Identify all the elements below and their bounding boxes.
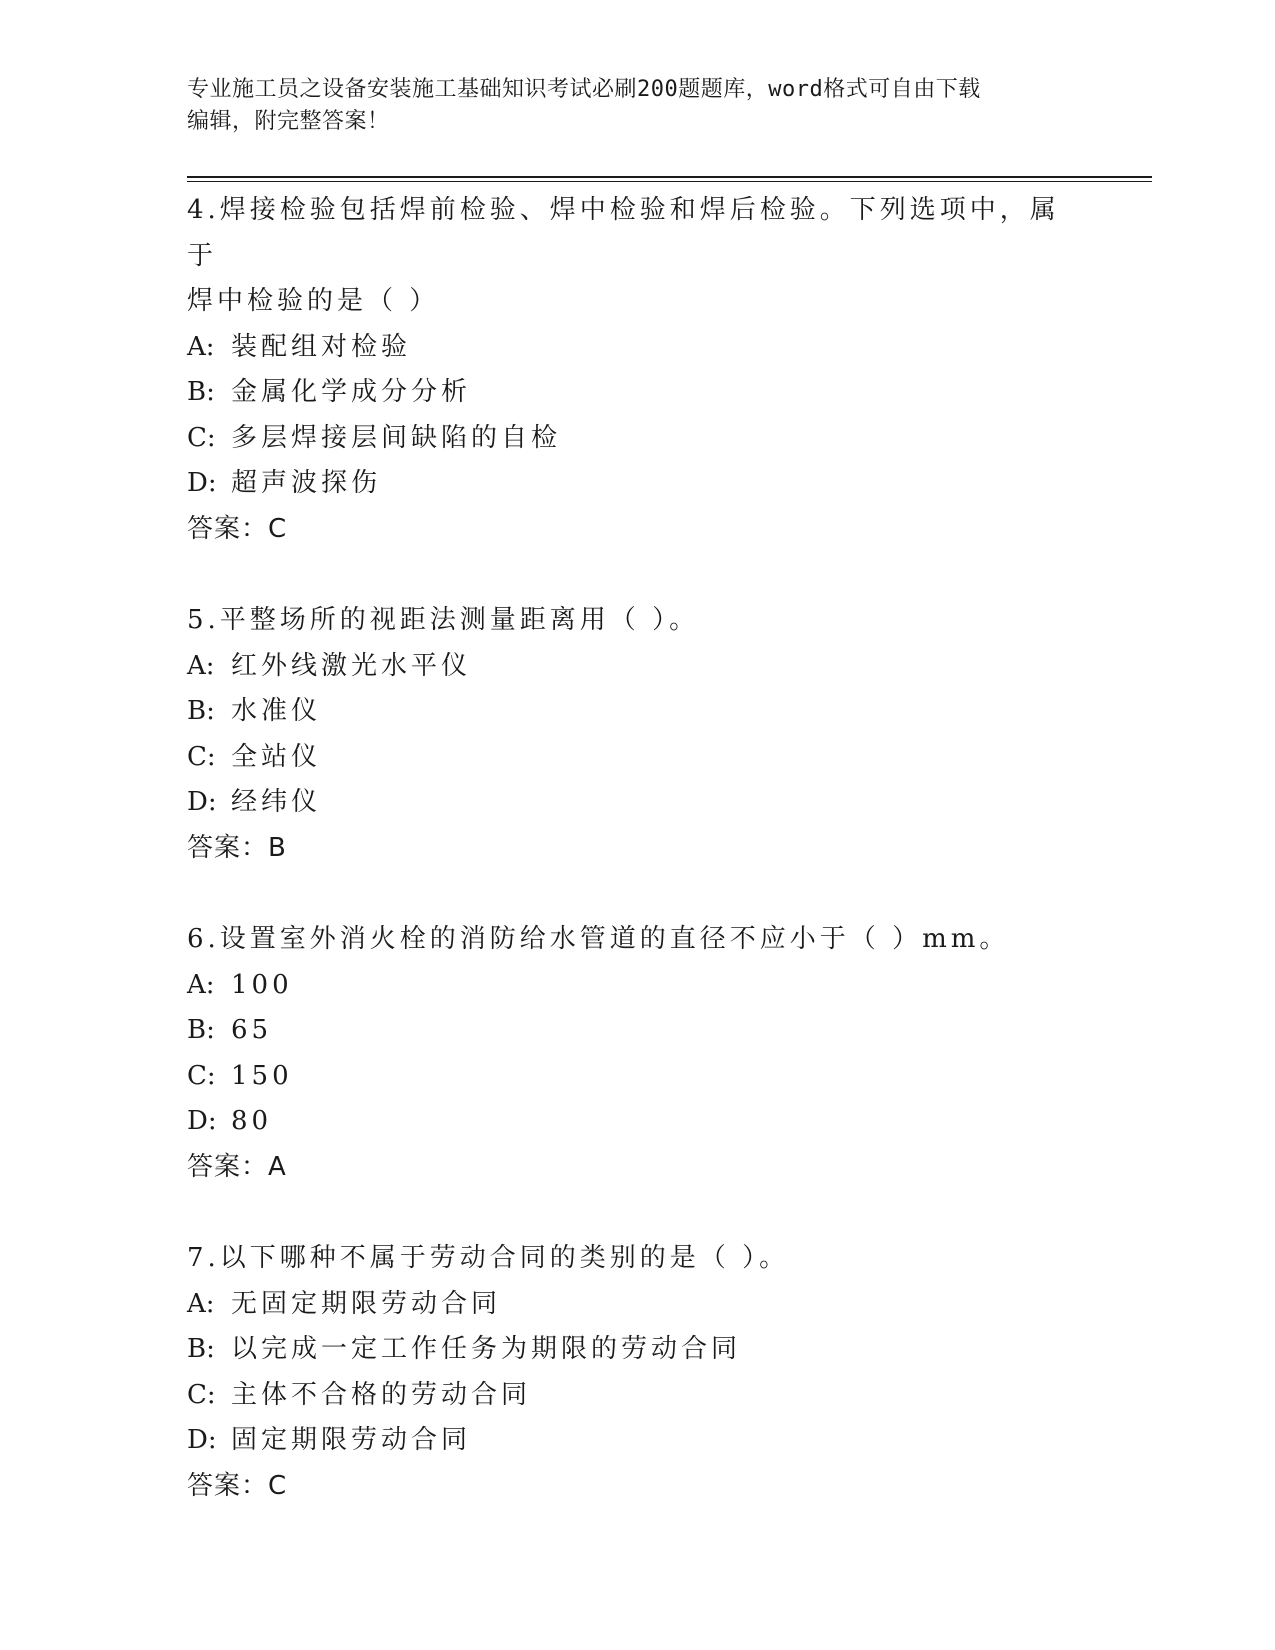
option-letter: A:: [187, 969, 215, 1000]
header-divider-thick: [187, 176, 1152, 178]
option-text: 红外线激光水平仪: [231, 650, 472, 681]
option-letter: D:: [187, 787, 217, 817]
option-text: 超声波探伤: [231, 468, 382, 498]
option-text: 80: [231, 1106, 273, 1136]
option-a: [187, 644, 1087, 690]
option-text: 装配组对检验: [231, 331, 412, 362]
option-b: [187, 689, 1087, 735]
header-title-line-2: 编辑，附完整答案！: [187, 109, 390, 134]
option-d: [187, 1418, 1087, 1464]
option-letter: C:: [187, 1060, 216, 1091]
option-letter: B:: [187, 1334, 215, 1364]
option-text: 固定期限劳动合同: [231, 1425, 472, 1455]
option-b: [187, 1327, 1087, 1373]
option-letter: A:: [187, 331, 215, 362]
option-c: [187, 1373, 1087, 1419]
option-text: 金属化学成分分析: [231, 377, 472, 407]
answer-label: 答案：C: [187, 1470, 288, 1501]
question-6: [187, 917, 1087, 1190]
header-title-line-1: 专业施工员之设备安装施工基础知识考试必刷200题题库，word格式可自由下载: [187, 77, 981, 102]
option-text: 100: [231, 969, 293, 1000]
question-4: [187, 188, 1087, 552]
question-stem-continued: 焊中检验的是（ ）: [187, 286, 440, 316]
option-a: [187, 963, 1087, 1009]
option-letter: D:: [187, 468, 217, 498]
question-5: [187, 598, 1087, 871]
question-stem: 7.以下哪种不属于劳动合同的类别的是（ ）。: [187, 1243, 790, 1273]
question-stem: 4.焊接检验包括焊前检验、焊中检验和焊后检验。下列选项中，属于: [187, 195, 1060, 271]
option-letter: A:: [187, 1288, 215, 1319]
option-text: 经纬仪: [231, 787, 322, 817]
option-letter: C:: [187, 741, 216, 772]
answer-label: 答案：C: [187, 513, 288, 544]
option-text: 主体不合格的劳动合同: [231, 1379, 532, 1410]
option-letter: B:: [187, 1015, 215, 1045]
option-letter: D:: [187, 1106, 217, 1136]
option-letter: D:: [187, 1425, 217, 1455]
option-letter: B:: [187, 696, 215, 726]
header-divider-thin: [187, 181, 1152, 182]
option-b: [187, 370, 1087, 416]
option-text: 多层焊接层间缺陷的自检: [231, 422, 562, 453]
question-stem: 5.平整场所的视距法测量距离用（ ）。: [187, 605, 700, 635]
option-c: [187, 1054, 1087, 1100]
option-d: [187, 1099, 1087, 1145]
option-d: [187, 780, 1087, 826]
option-c: [187, 416, 1087, 462]
answer-label: 答案：A: [187, 1151, 287, 1182]
option-d: [187, 461, 1087, 507]
option-b: [187, 1008, 1087, 1054]
option-text: 水准仪: [231, 696, 322, 726]
option-letter: A:: [187, 650, 215, 681]
option-letter: C:: [187, 422, 216, 453]
answer-label: 答案：B: [187, 832, 287, 863]
question-7: [187, 1236, 1087, 1509]
document-header: [187, 74, 1087, 138]
option-text: 全站仪: [231, 741, 322, 772]
question-list: [187, 188, 1087, 1555]
option-text: 以完成一定工作任务为期限的劳动合同: [231, 1334, 742, 1364]
question-stem: 6.设置室外消火栓的消防给水管道的直径不应小于（ ）mm。: [187, 924, 1010, 954]
option-letter: B:: [187, 377, 215, 407]
option-text: 150: [231, 1060, 293, 1091]
option-text: 65: [231, 1015, 273, 1045]
option-a: [187, 1282, 1087, 1328]
option-a: [187, 325, 1087, 371]
option-c: [187, 735, 1087, 781]
option-letter: C:: [187, 1379, 216, 1410]
option-text: 无固定期限劳动合同: [231, 1288, 502, 1319]
